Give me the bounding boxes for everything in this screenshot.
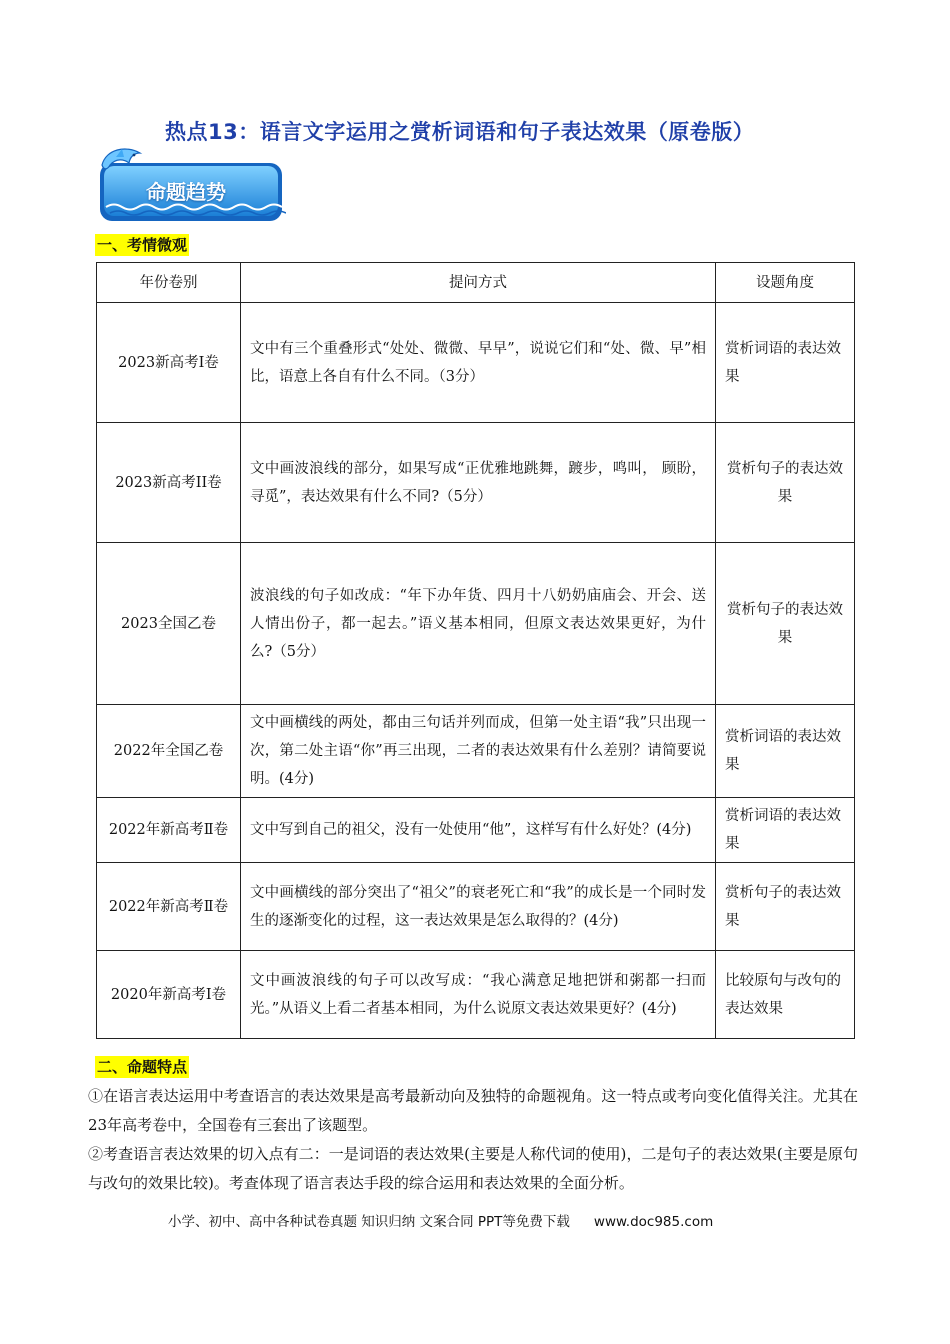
table-row bbox=[97, 543, 855, 705]
table-row bbox=[97, 705, 855, 798]
exam-table bbox=[96, 262, 855, 1039]
cell-angle: 赏析句子的表达效果 bbox=[716, 423, 855, 543]
footer-text: 小学、初中、高中各种试卷真题 知识归纳 文案合同 PPT等免费下载 bbox=[168, 1214, 570, 1230]
cell-question: 文中画横线的两处，都由三句话并列而成，但第一处主语“我”只出现一次，第二处主语“你”再三出现，二者的表达效果有什么差别？请简要说明。(4分) bbox=[241, 705, 716, 798]
header-year: 年份卷别 bbox=[97, 263, 241, 303]
cell-angle: 赏析词语的表达效果 bbox=[716, 705, 855, 798]
table-row bbox=[97, 863, 855, 951]
cell-question: 波浪线的句子如改成：“年下办年货、四月十八奶奶庙庙会、开会、送人情出份子，都一起去。”语义基本相同，但原文表达效果更好，为什么?（5分） bbox=[241, 543, 716, 705]
cell-year: 2023新高考I卷 bbox=[97, 303, 241, 423]
cell-angle: 赏析词语的表达效果 bbox=[716, 798, 855, 863]
cell-year: 2022年新高考Ⅱ卷 bbox=[97, 798, 241, 863]
section-badge-label: 命题趋势 bbox=[146, 180, 226, 204]
cell-angle: 赏析词语的表达效果 bbox=[716, 303, 855, 423]
cell-year: 2023新高考II卷 bbox=[97, 423, 241, 543]
cell-question: 文中画横线的部分突出了“祖父”的衰老死亡和“我”的成长是一个同时发生的逐渐变化的过程，这一表达效果是怎么取得的？(4分) bbox=[241, 863, 716, 951]
cell-year: 2022年新高考Ⅱ卷 bbox=[97, 863, 241, 951]
page-title: 热点13：语言文字运用之赏析词语和句子表达效果（原卷版） bbox=[165, 120, 755, 144]
cell-angle: 赏析句子的表达效果 bbox=[716, 863, 855, 951]
cell-question: 文中画波浪线的部分，如果写成“正优雅地跳舞，踱步，鸣叫， 顾盼，寻觅”，表达效果有什么不同?（5分） bbox=[241, 423, 716, 543]
cell-year: 2023全国乙卷 bbox=[97, 543, 241, 705]
cell-question: 文中有三个重叠形式“处处、微微、早早”，说说它们和“处、微、早”相比，语意上各自有什么不同。（3分） bbox=[241, 303, 716, 423]
header-question: 提问方式 bbox=[241, 263, 716, 303]
paragraph-feature-1: ①在语言表达运用中考查语言的表达效果是高考最新动向及独特的命题视角。这一特点或考向变化值得关注。尤其在23年高考卷中，全国卷有三套出了该题型。 bbox=[88, 1087, 858, 1134]
header-angle: 设题角度 bbox=[716, 263, 855, 303]
cell-angle: 比较原句与改句的表达效果 bbox=[716, 951, 855, 1039]
table-row bbox=[97, 798, 855, 863]
cell-year: 2020年新高考Ⅰ卷 bbox=[97, 951, 241, 1039]
section-heading-features: 二、命题特点 bbox=[97, 1058, 188, 1076]
section-heading-exam-overview: 一、考情微观 bbox=[97, 236, 188, 254]
table-row bbox=[97, 303, 855, 423]
table-header-row bbox=[97, 263, 855, 303]
table-row bbox=[97, 951, 855, 1039]
cell-year: 2022年全国乙卷 bbox=[97, 705, 241, 798]
cell-question: 文中写到自己的祖父，没有一处使用“他”，这样写有什么好处？(4分) bbox=[241, 798, 716, 863]
page-footer bbox=[168, 1210, 808, 1236]
paragraph-feature-2: ②考查语言表达效果的切入点有二：一是词语的表达效果(主要是人称代词的使用)，二是句子的表达效果(主要是原句与改句的效果比较)。考查体现了语言表达手段的综合运用和表达效果的全面分析。 bbox=[88, 1145, 858, 1192]
table-row bbox=[97, 423, 855, 543]
footer-url-link[interactable]: www.doc985.com bbox=[593, 1214, 714, 1230]
cell-angle: 赏析句子的表达效果 bbox=[716, 543, 855, 705]
cell-question: 文中画波浪线的句子可以改写成：“我心满意足地把饼和粥都一扫而光。”从语义上看二者基本相同，为什么说原文表达效果更好？(4分) bbox=[241, 951, 716, 1039]
